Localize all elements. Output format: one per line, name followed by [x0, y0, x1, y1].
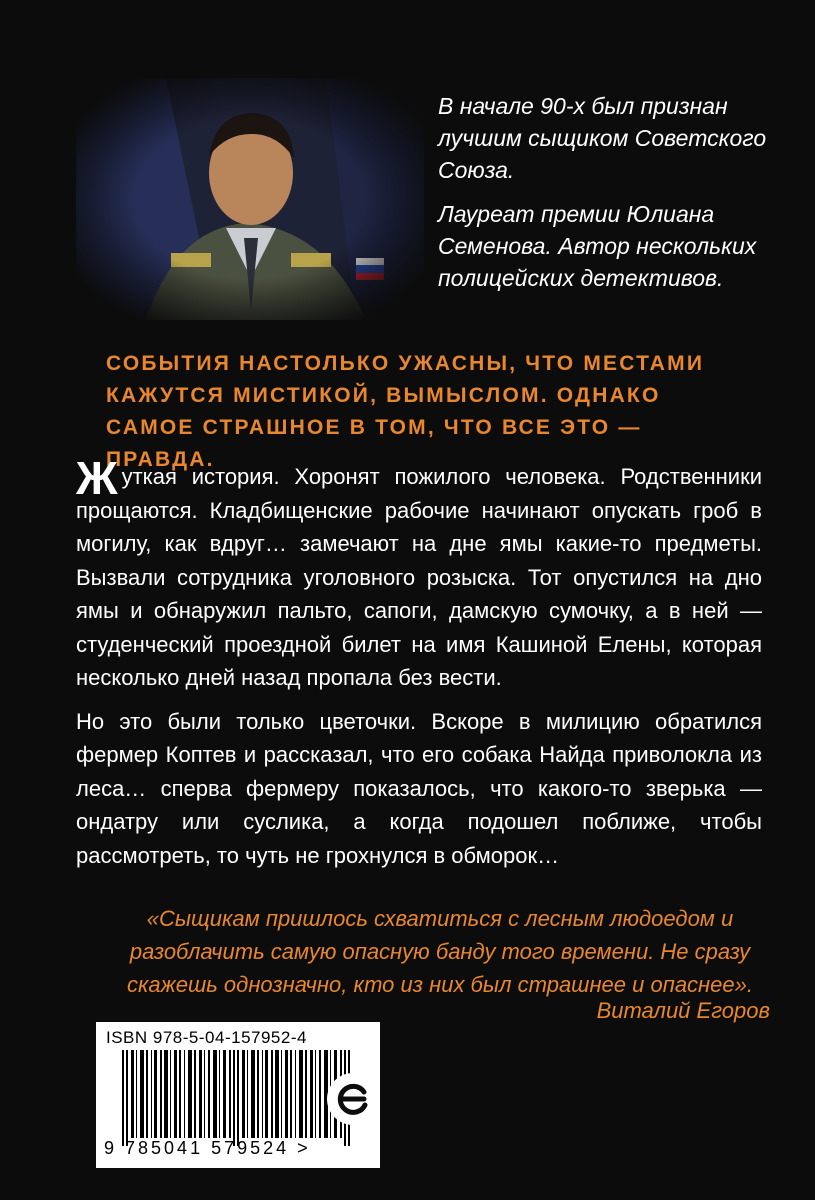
author-bio-line-2: Лауреат премии Юлиана Семенова. Автор нескольких полицейских детективов. [438, 201, 757, 291]
isbn-label: ISBN 978-5-04-157952-4 [106, 1028, 307, 1047]
author-photo [76, 78, 424, 320]
publisher-logo-icon [326, 1072, 380, 1126]
paragraph-1-text: уткая история. Хоронят пожилого человека. Родственники прощаются. Кладбищенские рабочие начинают опускать гроб в могилу, как вдруг… замечают на дне ямы какие-то предметы. Вызвали сотрудника уголовного розыска. Тот опустился на дно ямы и обнаружил пальто, сапоги, дамскую сумочку, а в ней — студенческий проездной билет на имя Кашиной Елены, которая несколько дней назад пропала без вести. [76, 464, 762, 690]
barcode-icon [122, 1050, 352, 1146]
tagline: СОБЫТИЯ НАСТОЛЬКО УЖАСНЫ, ЧТО МЕСТАМИ КАЖУТСЯ МИСТИКОЙ, ВЫМЫСЛОМ. ОДНАКО САМОЕ СТРАШНОЕ В ТОМ, ЧТО ВСЕ ЭТО — ПРАВДА. [106, 352, 705, 471]
paragraph-2: Но это были только цветочки. Вскоре в милицию обратился фермер Коптев и рассказал, что его собака Найда приволокла из леса… сперва фермеру показалось, что какого-то зверька — ондатру или суслика, а когда подошел поближе, чтобы рассмотреть, то чуть не грохнулся в обморок… [76, 708, 762, 868]
body-text [76, 452, 762, 882]
paragraph-1 [76, 452, 762, 695]
review-quote: «Сыщикам пришлось схватиться с лесным людоедом и разоблачить самую опасную банду того времени. Не сразу скажешь однозначно, кто из них был страшнее и опаснее». [126, 906, 753, 997]
author-bio-line-1: В начале 90-х был признан лучшим сыщиком Советского Союза. [438, 93, 767, 183]
author-portrait-image [76, 78, 424, 320]
quote-author: Виталий Егоров [596, 998, 770, 1023]
ean-digits: 9 785041 579524 > [104, 1138, 311, 1158]
drop-cap: Ж [76, 452, 118, 504]
author-bio [438, 90, 798, 306]
